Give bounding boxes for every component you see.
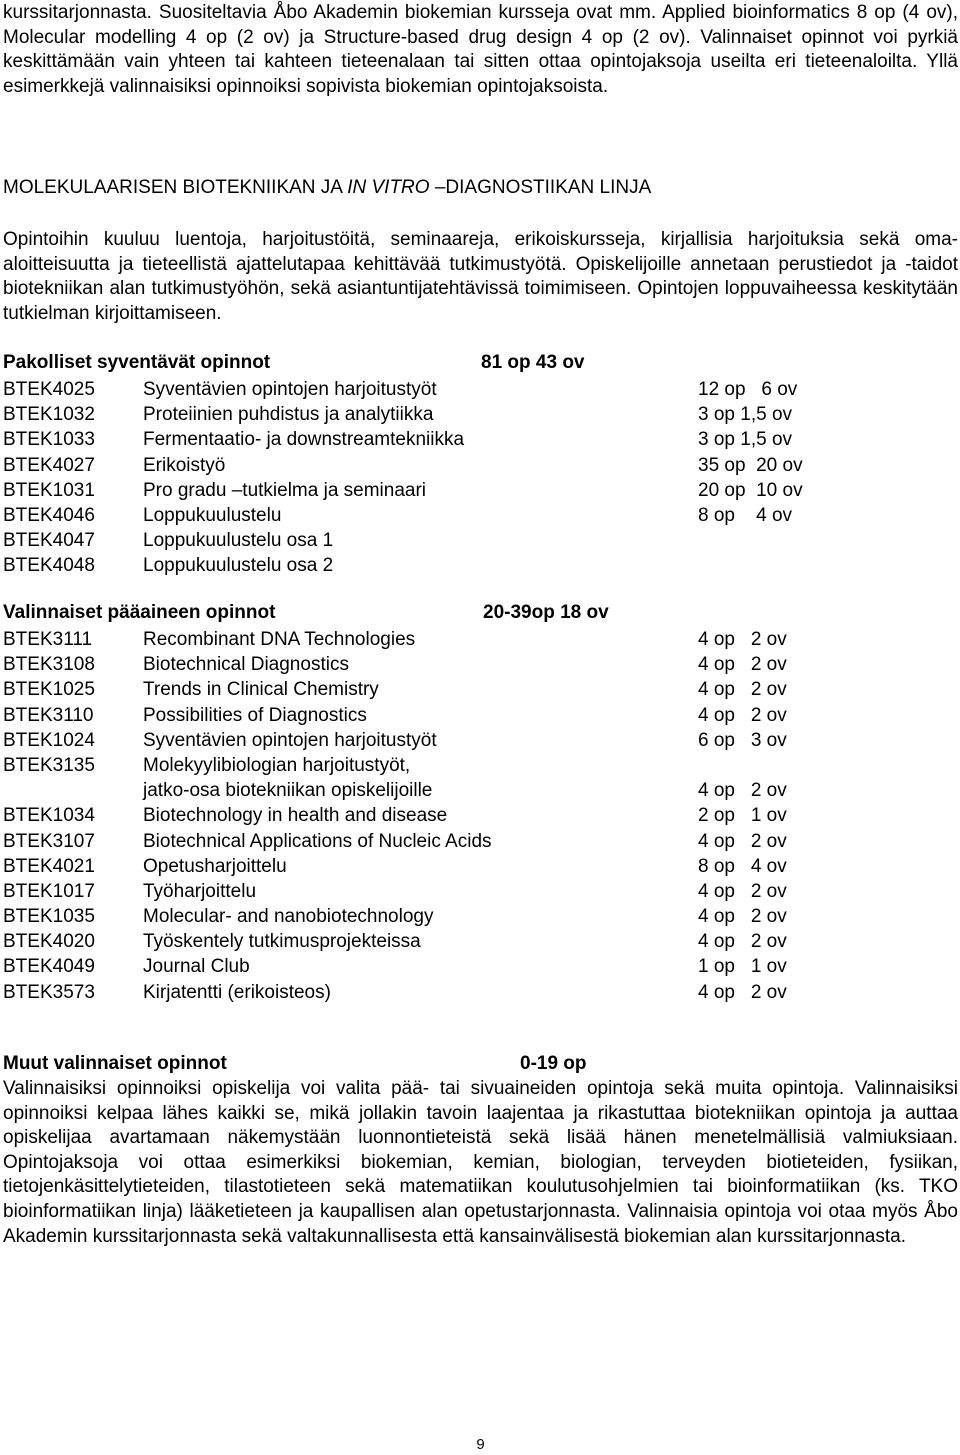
course-name [143,503,281,528]
course-code: BTEK4047 [3,530,95,552]
course-code: BTEK3135 [3,754,95,776]
course-code: BTEK4048 [3,555,95,577]
course-row [3,879,958,904]
section-title: Muut valinnaiset opinnot [3,1053,227,1074]
course-credits: 4 op 2 ov [698,654,787,676]
course-name-line: Biotechnology in health and disease [143,805,448,827]
course-name-line2: jatko-osa biotekniikan opiskelijoille [143,779,433,801]
course-name-line: Pro gradu –tutkielma ja seminaari [143,479,427,501]
section-header [3,1053,958,1078]
course-credits: 20 op 10 ov [698,479,803,501]
section-title: Pakolliset syventävät opinnot [3,352,271,373]
course-code: BTEK3111 [3,629,93,650]
section-total: 0-19 op [520,1053,587,1074]
course-name [143,402,433,427]
course-credits: 1 op 1 ov [698,956,787,978]
course-name-line: Molekyylibiologian harjoitustyöt, [143,754,411,776]
course-name [143,929,421,954]
section-header [3,352,958,377]
section-total: 20-39op 18 ov [483,602,609,623]
course-row [3,528,958,553]
course-name-line: Proteiinien puhdistus ja analytiikka [143,404,434,426]
course-list [3,377,958,579]
course-name-line: Kirjatentti (erikoisteos) [143,981,331,1003]
line-heading-part1: MOLEKULAARISEN BIOTEKNIIKAN JA [3,177,348,198]
course-name [143,427,464,452]
course-code: BTEK1034 [3,805,95,827]
course-name [143,854,287,879]
course-name [143,803,447,828]
section-header [3,602,958,627]
course-name [143,652,349,677]
course-name-line: Molecular- and nanobiotechnology [143,906,434,928]
course-row [3,453,958,478]
course-credits: 8 op 4 ov [698,855,787,877]
course-name-line: Trends in Clinical Chemistry [143,679,379,701]
course-credits: 6 op 3 ov [698,729,787,751]
course-credits: 3 op 1,5 ov [698,429,793,451]
course-credits: 4 op 2 ov [698,931,787,953]
course-credits: 4 op 2 ov [698,780,787,802]
elective-studies-section [3,602,958,1005]
course-credits: 4 op 2 ov [698,830,787,852]
course-credits: 4 op 2 ov [698,906,787,928]
course-row [3,829,958,854]
line-heading-part3: –DIAGNOSTIIKAN LINJA [429,177,652,198]
course-name [143,829,492,854]
page-number: 9 [476,1436,485,1453]
course-name [143,677,379,702]
course-code: BTEK1024 [3,729,95,751]
course-row [3,402,958,427]
course-credits: 4 op 2 ov [698,629,787,650]
course-row [3,753,958,803]
intro-paragraph: kurssitarjonnasta. Suositeltavia Åbo Akademin biokemian kursseja ovat mm. Applied bioinformatics 8 op (4 ov), Molecular modelling 4 op (2 ov) ja Structure-based drug design 4 op (2 ov). Valinnaiset opinnot voi pyrkiä keskittämään vain yhteen tai kahteen tieteenalaan tai sitten ottaa opintojaksoja useilta eri tieteenaloilta. Yllä esimerkkejä valinnaisiksi opinnoiksi sopivista biokemian opintojaksoista. [3,2,958,97]
course-code: BTEK4046 [3,504,95,526]
course-code: BTEK1033 [3,429,95,451]
course-credits: 4 op 2 ov [698,704,787,726]
course-row [3,854,958,879]
course-row [3,929,958,954]
course-row [3,427,958,452]
course-row [3,553,958,578]
course-name [143,980,331,1005]
course-code: BTEK4049 [3,956,95,978]
line-description: Opintoihin kuuluu luentoja, harjoitustöitä, seminaareja, erikoiskursseja, kirjallisia harjoituksia sekä oma-aloitteisuutta ja tieteellistä ajattelutapaa kehittävää tutkimustyötä. Opiskelijoille annetaan perustiedot ja -taidot biotekniikan alan tutkimustyöhön, sekä asiantuntijatehtävissä toimimiseen. Opintojen loppuvaiheessa keskitytään tutkielman kirjoittamiseen. [3,229,958,324]
course-name-line: Loppukuulustelu osa 2 [143,555,334,577]
course-code: BTEK3107 [3,830,95,852]
course-code: BTEK1025 [3,679,95,701]
line-heading [3,176,651,200]
course-name-line: Recombinant DNA Technologies [143,629,416,650]
course-name [143,627,415,652]
course-credits: 12 op 6 ov [698,379,798,400]
course-code: BTEK3108 [3,654,95,676]
course-name-line: Loppukuulustelu [143,504,282,526]
course-row [3,377,958,402]
section-total: 81 op 43 ov [481,352,585,373]
course-name [143,904,433,929]
course-row [3,503,958,528]
course-row [3,904,958,929]
other-studies-description: Valinnaisiksi opinnoiksi opiskelija voi valita pää- tai sivuaineiden opintoja sekä muita opintoja. Valinnaisiksi opinnoiksi kelpaa lähes kaikki se, mikä jollakin tavoin laajentaa ja rikastuttaa biotekniikan opintoja ja auttaa opiskelijaa avartamaan näkemystään luonnontieteistä sekä lisää hänen menetelmällisiä valmiuksiaan. Opintojaksoja voi ottaa esimerkiksi biokemian, kemian, biologian, terveyden biotieteiden, fysiikan, tietojenkäsittelytieteiden, tilastotieteen sekä matematiikan koulutusohjelmien tai bioinformatiikan (ks. TKO bioinformatiikan linja) lääketieteen ja kaupallisen alan opetustarjonnasta. Valinnaisia opintoja voi otaa myös Åbo Akademin kurssitarjonnasta sekä valtakunnallisesta että kansainvälisestä biokemian alan kurssitarjonnasta. [3,1078,958,1247]
course-row [3,652,958,677]
course-name-line: Biotechnical Diagnostics [143,654,349,676]
course-credits: 2 op 1 ov [698,805,787,827]
course-code: BTEK4020 [3,931,95,953]
course-code: BTEK4025 [3,379,95,400]
course-name-line: Syventävien opintojen harjoitustyöt [143,729,437,751]
course-row [3,677,958,702]
course-code: BTEK4027 [3,454,95,476]
course-code: BTEK1017 [3,880,95,902]
line-heading-italic: IN VITRO [347,177,430,198]
course-credits: 8 op 4 ov [698,504,793,526]
course-name-line: Erikoistyö [143,454,226,476]
course-name [143,753,432,803]
course-credits: 35 op 20 ov [698,454,803,476]
course-row [3,703,958,728]
course-name-line: Loppukuulustelu osa 1 [143,530,334,552]
course-name-line: Työharjoittelu [143,880,257,902]
course-name [143,377,437,402]
course-name [143,703,367,728]
course-code: BTEK3110 [3,704,94,726]
course-credits: 4 op 2 ov [698,679,787,701]
course-name-line: Fermentaatio- ja downstreamtekniikka [143,429,465,451]
course-list [3,627,958,1005]
course-row [3,980,958,1005]
course-name [143,478,426,503]
section-title: Valinnaiset pääaineen opinnot [3,602,276,623]
course-row [3,728,958,753]
course-name [143,528,333,553]
course-credits: 4 op 2 ov [698,880,787,902]
course-row [3,627,958,652]
course-name-line: Opetusharjoittelu [143,855,287,877]
course-credits: 4 op 2 ov [698,981,787,1003]
course-code: BTEK3573 [3,981,95,1003]
other-studies-section [3,1053,958,1078]
course-row [3,954,958,979]
course-name-line: Possibilities of Diagnostics [143,704,367,726]
course-row [3,803,958,828]
course-name [143,954,250,979]
mandatory-studies-section [3,352,958,579]
course-code: BTEK1035 [3,906,95,928]
course-name [143,553,333,578]
course-name [143,879,256,904]
course-code: BTEK1031 [3,479,95,501]
course-code: BTEK4021 [3,855,95,877]
course-credits: 3 op 1,5 ov [698,404,793,426]
course-name [143,453,225,478]
course-name-line: Työskentely tutkimusprojekteissa [143,931,421,953]
course-name-line: Journal Club [143,956,250,978]
course-name-line: Biotechnical Applications of Nucleic Acids [143,830,492,852]
course-row [3,478,958,503]
course-code: BTEK1032 [3,404,95,426]
course-name [143,728,437,753]
course-name-line: Syventävien opintojen harjoitustyöt [143,379,437,400]
